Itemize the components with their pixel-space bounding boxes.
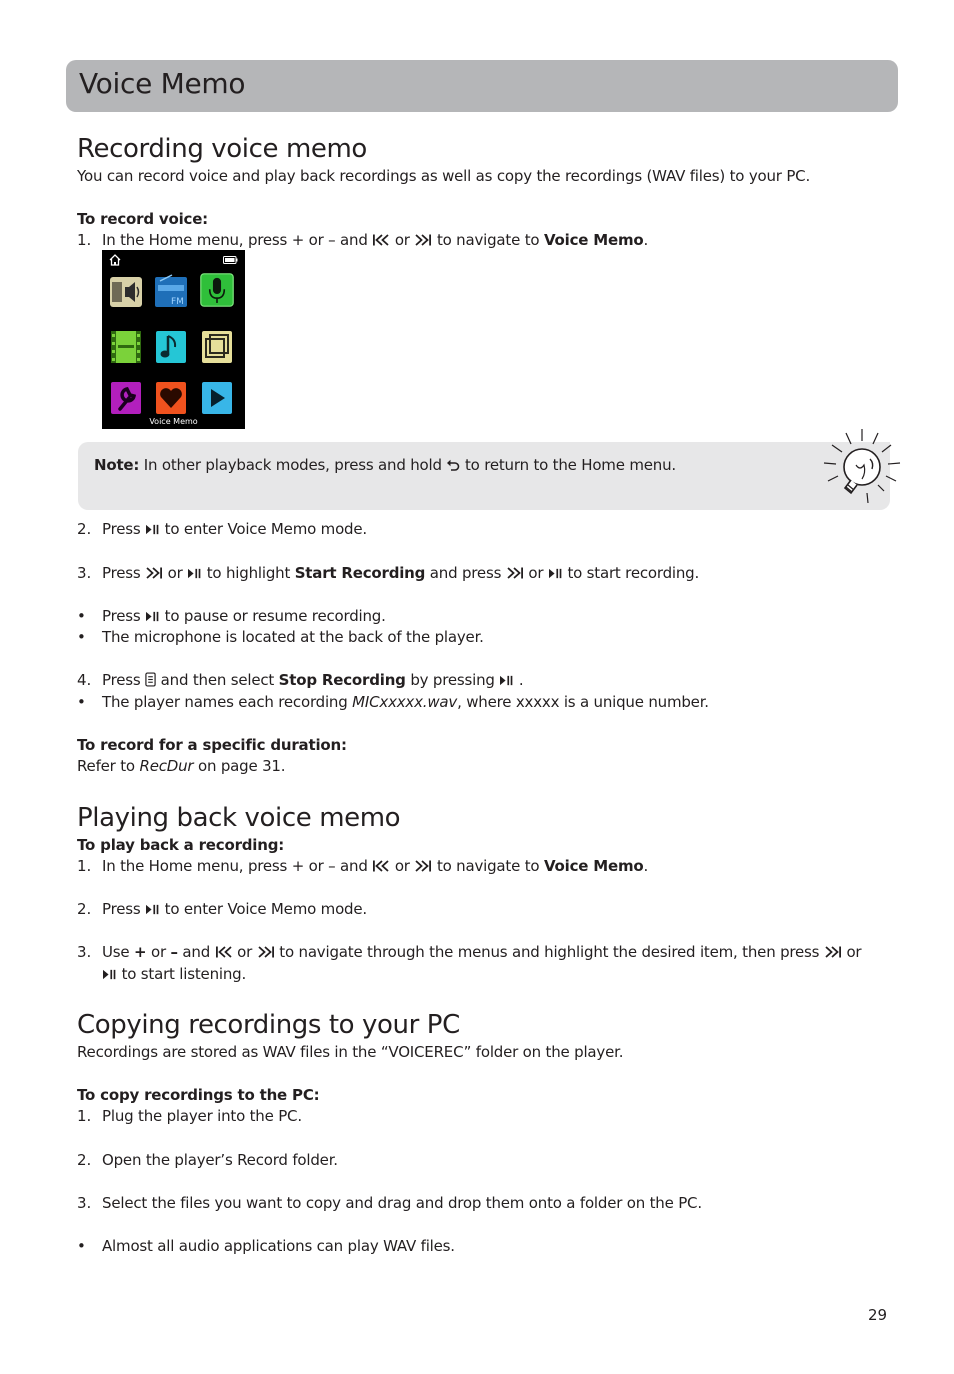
next-icon — [257, 945, 275, 959]
play-pause-icon — [499, 674, 514, 687]
copy-bullet: Almost all audio applications can play WAV files. — [102, 1237, 455, 1255]
play-back-label: To play back a recording: — [77, 836, 285, 854]
note-text: Note: In other playback modes, press and hold to return to the Home menu. — [94, 456, 676, 474]
step-number: 2. — [77, 900, 92, 918]
copy-step-2: Open the player’s Record folder. — [102, 1151, 338, 1169]
lightbulb-icon — [818, 425, 906, 513]
previous-icon — [372, 233, 390, 247]
step-number: 2. — [77, 520, 92, 538]
svg-text:FM: FM — [171, 297, 184, 307]
step-number: 4. — [77, 671, 92, 689]
step-number: 1. — [77, 857, 92, 875]
record-step-4: Press and then select Stop Recording by pressing . — [102, 671, 524, 689]
previous-icon — [372, 859, 390, 873]
note-box — [78, 442, 890, 510]
record-step-3: Press or to highlight Start Recording and press or to start recording. — [102, 564, 700, 582]
fm-radio-tile-icon — [154, 273, 188, 311]
video-tile-icon — [109, 328, 143, 366]
step-number: 1. — [77, 1107, 92, 1125]
copy-step-3: Select the files you want to copy and drag and drop them onto a folder on the PC. — [102, 1194, 702, 1212]
play-pause-icon — [145, 523, 160, 536]
play-pause-icon — [145, 903, 160, 916]
play-pause-icon — [548, 567, 563, 580]
menu-icon — [145, 672, 156, 687]
music-tile-icon — [154, 328, 188, 366]
next-icon — [506, 566, 524, 580]
home-icon — [108, 253, 122, 267]
record-bullet-1: Press to pause or resume recording. — [102, 607, 386, 625]
microphone-tile-icon — [200, 271, 234, 309]
play-pause-icon — [145, 610, 160, 623]
copy-step-1: Plug the player into the PC. — [102, 1107, 302, 1125]
screen-selected-label: Voice Memo — [149, 417, 198, 426]
settings-tile-icon — [109, 379, 143, 417]
record-voice-label: To record voice: — [77, 210, 208, 228]
step-number: 2. — [77, 1151, 92, 1169]
next-icon — [414, 233, 432, 247]
bullet: • — [77, 607, 86, 625]
duration-label: To record for a specific duration: — [77, 736, 347, 754]
next-icon — [145, 566, 163, 580]
favorites-tile-icon — [154, 379, 188, 417]
record-step-1: In the Home menu, press + or – and or to navigate to Voice Memo. — [102, 231, 649, 249]
play-step-3: Use + or – and or to navigate through the menus and highlight the desired item, then press or — [102, 943, 862, 961]
next-icon — [414, 859, 432, 873]
next-icon — [824, 945, 842, 959]
step-number: 3. — [77, 564, 92, 582]
back-icon — [446, 458, 460, 472]
play-step-1: In the Home menu, press + or – and or to navigate to Voice Memo. — [102, 857, 649, 875]
bullet: • — [77, 628, 86, 646]
page-number: 29 — [868, 1306, 888, 1324]
play-pause-icon — [187, 567, 202, 580]
play-step-3-continued: to start listening. — [102, 964, 246, 984]
section-title-bar — [66, 60, 898, 112]
copying-intro: Recordings are stored as WAV files in the “VOICEREC” folder on the player. — [77, 1043, 624, 1061]
step-number: 3. — [77, 943, 92, 961]
record-bullet-3: The player names each recording MICxxxxx.wav, where xxxxx is a unique number. — [102, 693, 709, 711]
play-pause-icon — [102, 968, 117, 981]
bullet: • — [77, 1237, 86, 1255]
heading-playing: Playing back voice memo — [77, 803, 401, 833]
device-home-screen — [102, 250, 245, 429]
bullet: • — [77, 693, 86, 711]
page-title: Voice Memo — [79, 67, 246, 100]
photo-tile-icon — [200, 328, 234, 366]
recording-intro: You can record voice and play back recordings as well as copy the recordings (WAV files) to your PC. — [77, 167, 811, 185]
heading-recording: Recording voice memo — [77, 134, 367, 164]
previous-icon — [215, 945, 233, 959]
step-number: 3. — [77, 1194, 92, 1212]
play-step-2: Press to enter Voice Memo mode. — [102, 900, 367, 918]
speaker-tile-icon — [109, 273, 143, 311]
heading-copying: Copying recordings to your PC — [77, 1010, 460, 1040]
record-step-2: Press to enter Voice Memo mode. — [102, 520, 367, 538]
battery-icon — [223, 256, 238, 264]
record-bullet-2: The microphone is located at the back of the player. — [102, 628, 484, 646]
duration-text: Refer to RecDur on page 31. — [77, 757, 286, 775]
step-number: 1. — [77, 231, 92, 249]
now-playing-tile-icon — [200, 379, 234, 417]
copy-label: To copy recordings to the PC: — [77, 1086, 320, 1104]
